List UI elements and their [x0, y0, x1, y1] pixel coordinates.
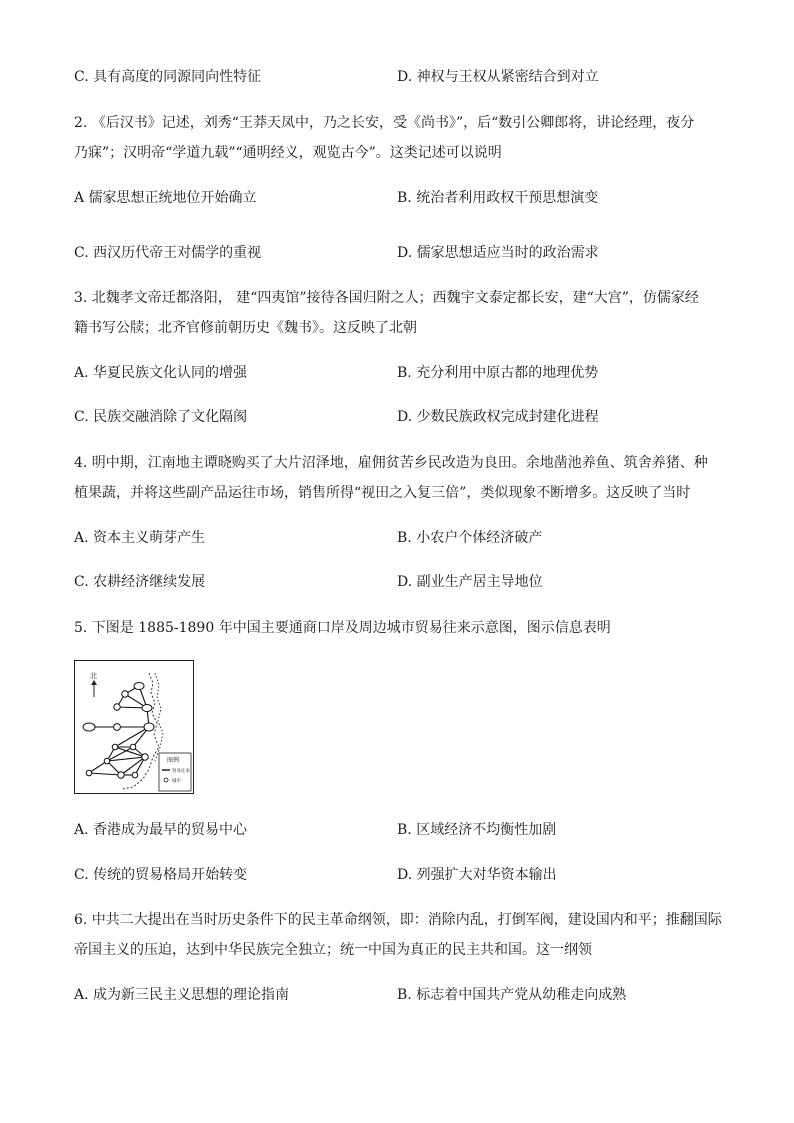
q4-stem-line-1: 4. 明中期，江南地主谭晓购买了大片沼泽地，雇佣贫苦乡民改造为良田。余地凿池养鱼、筑舍养猪、种	[74, 455, 708, 471]
q4-option-c: C. 农耕经济继续发展	[74, 574, 206, 590]
city-node	[104, 758, 110, 764]
q3-option-c: C. 民族交融消除了文化隔阂	[74, 409, 248, 425]
q3-option-d: D. 少数民族政权完成封建化进程	[397, 409, 599, 425]
trade-map-drawing	[75, 661, 193, 793]
q3-option-b: B. 充分利用中原古都的地理优势	[397, 365, 599, 381]
city-node	[83, 723, 95, 731]
q2-option-a: A 儒家思想正统地位开始确立	[74, 190, 257, 206]
city-node	[114, 704, 120, 710]
city-node	[142, 705, 152, 712]
q1-option-c: C. 具有高度的同源同向性特征	[74, 69, 262, 85]
city-node	[132, 772, 138, 778]
city-node	[134, 683, 144, 690]
q5-option-b: B. 区域经济不均衡性加剧	[397, 822, 557, 838]
q4-option-a: A. 资本主义萌芽产生	[74, 530, 206, 546]
q5-option-c: C. 传统的贸易格局开始转变	[74, 867, 248, 883]
city-node	[118, 772, 124, 778]
q5-option-d: D. 列强扩大对华资本输出	[397, 867, 557, 883]
north-arrowhead-icon	[91, 680, 97, 685]
legend-city-icon	[164, 778, 168, 782]
sea-route	[155, 673, 163, 761]
city-node	[130, 744, 136, 750]
city-node	[122, 691, 128, 697]
q5-stem-line-1: 5. 下图是 1885-1890 年中国主要通商口岸及周边城市贸易往来示意图，图示信息表明	[74, 620, 611, 636]
q2-stem-line-1: 2. 《后汉书》记述，刘秀“王莽天凤中，乃之长安，受《尚书》”，后“数引公卿郎将，讲论经理，夜分	[74, 115, 695, 131]
trade-links	[89, 686, 149, 775]
q6-option-b: B. 标志着中国共产党从幼稚走向成熟	[397, 987, 627, 1003]
q4-option-d: D. 副业生产居主导地位	[397, 574, 543, 590]
q3-stem-line-1: 3. 北魏孝文帝迁都洛阳， 建“四夷馆”接待各国归附之人；西魏宇文泰定都长安，建“大宫”，仿儒家经	[74, 290, 699, 306]
q2-option-c: C. 西汉历代帝王对儒学的重视	[74, 245, 262, 261]
q4-stem-line-2: 植果蔬，并将这些副产品运往市场，销售所得“视田之入复三倍”，类似现象不断增多。这反映了当时	[74, 485, 691, 501]
q6-option-a: A. 成为新三民主义思想的理论指南	[74, 987, 290, 1003]
north-label: 北	[90, 672, 97, 680]
q6-stem-line-1: 6. 中共二大提出在当时历史条件下的民主革命纲领，即：消除内乱，打倒军阀，建设国内和平；推翻国际	[74, 912, 722, 928]
q2-option-d: D. 儒家思想适应当时的政治需求	[397, 245, 599, 261]
legend-city-label: 城市	[172, 779, 181, 784]
city-node	[142, 754, 148, 760]
q4-option-b: B. 小农户个体经济破产	[397, 530, 543, 546]
city-node	[112, 744, 118, 750]
legend-title: 图例	[167, 757, 180, 764]
city-node	[144, 723, 154, 731]
trade-map-figure	[74, 660, 194, 794]
q5-option-a: A. 香港成为最早的贸易中心	[74, 822, 248, 838]
q2-stem-line-2: 乃寐”；汉明帝“学道九载”“通明经义，观览古今”。这类记述可以说明	[74, 145, 502, 161]
q6-stem-line-2: 帝国主义的压迫，达到中华民族完全独立；统一中国为真正的民主共和国。这一纲领	[74, 942, 592, 958]
city-node	[114, 724, 121, 731]
q1-option-d: D. 神权与王权从紧密结合到对立	[397, 69, 599, 85]
q2-option-b: B. 统治者利用政权干预思想演变	[397, 190, 599, 206]
q3-stem-line-2: 籍书写公牍；北齐官修前朝历史《魏书》。这反映了北朝	[74, 320, 417, 336]
q3-option-a: A. 华夏民族文化认同的增强	[74, 365, 248, 381]
city-node	[86, 770, 92, 776]
legend-trade-label: 贸易往来	[172, 769, 190, 774]
